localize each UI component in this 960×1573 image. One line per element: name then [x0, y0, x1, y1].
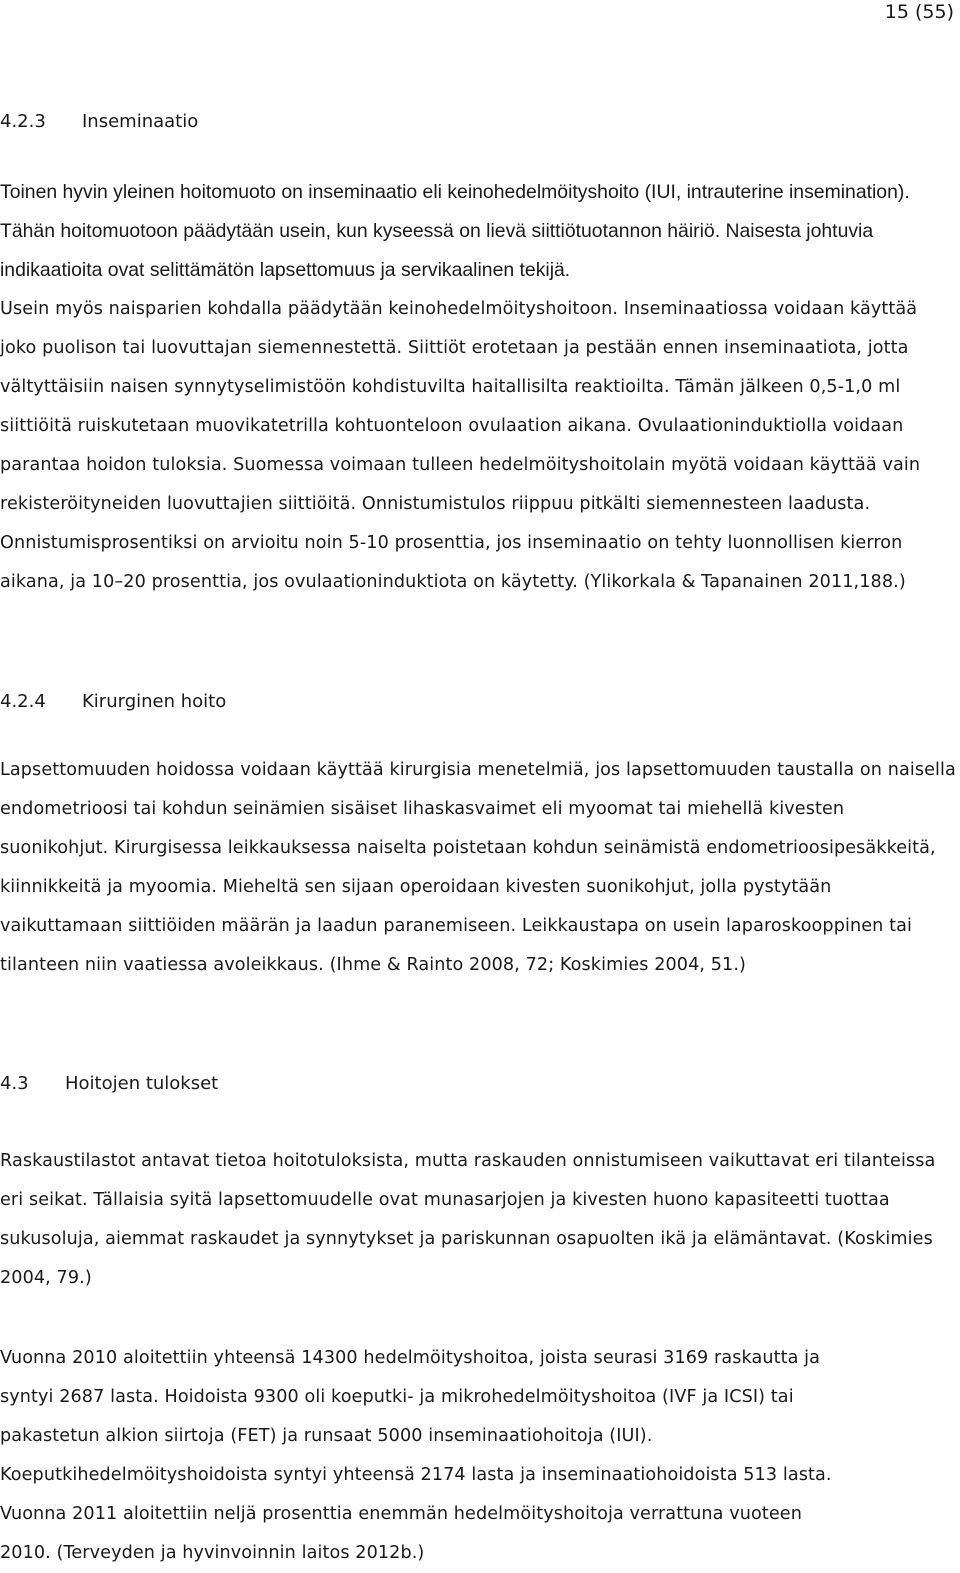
- section-title: Kirurginen hoito: [82, 691, 227, 712]
- section-number: 4.2.3: [0, 111, 46, 132]
- statistics-line: 2010. (Terveyden ja hyvinvoinnin laitos 2012b.): [0, 1543, 425, 1563]
- statistics-line: syntyi 2687 lasta. Hoidoista 9300 oli koeputki- ja mikrohedelmöityshoitoa (IVF ja ICSI) tai: [0, 1387, 794, 1407]
- section-heading-4-3: [0, 1072, 218, 1096]
- section-heading-4-2-3: [0, 110, 198, 134]
- section-number: 4.2.4: [0, 691, 46, 712]
- statistics-line: Vuonna 2010 aloitettiin yhteensä 14300 hedelmöityshoitoa, joista seurasi 3169 raskautta ja: [0, 1348, 821, 1368]
- section-heading-4-2-4: [0, 690, 226, 714]
- paragraph-inseminaatio-intro: Toinen hyvin yleinen hoitomuoto on inseminaatio eli keinohedelmöityshoito (IUI, intrauterine insemination). Tähän hoitomuotoon päädytään usein, kun kyseessä on lievä siittiötuotannon häiriö. Naisesta johtuvia indikaatioita ovat selittämätön lapsettomuus ja servikaalinen tekijä.: [0, 181, 910, 281]
- paragraph-inseminaatio-details: Usein myös naisparien kohdalla päädytään keinohedelmöityshoitoon. Inseminaatiossa voidaan käyttää joko puolison tai luovuttajan siemennestettä. Siittiöt erotetaan ja pestään ennen inseminaatiota, jotta vältyttäisiin naisen synnytyselimistöön kohdistuvilta haitallisilta reaktioilta. Tämän jälkeen 0,5-1,0 ml siittiöitä ruiskutetaan muovikatetrilla kohtuonteloon ovulaation aikana. Ovulaationinduktiolla voidaan parantaa hoidon tuloksia. Suomessa voimaan tulleen hedelmöityshoitolain myötä voidaan käyttää vain rekisteröityneiden luovuttajien siittiöitä. Onnistumistulos riippuu pitkälti siemennesteen laadusta. Onnistumisprosentiksi on arvioitu noin 5-10 prosenttia, jos inseminaatio on tehty luonnollisen kierron aikana, ja 10–20 prosenttia, jos ovulaationinduktiota on käytetty. (Ylikorkala & Tapanainen 2011,188.): [0, 299, 921, 592]
- statistics-line: Koeputkihedelmöityshoidoista syntyi yhteensä 2174 lasta ja inseminaatiohoidoista 513 lasta.: [0, 1465, 832, 1485]
- paragraph-statistics: [0, 1339, 958, 1573]
- paragraph-hoitojen-tulokset: Raskaustilastot antavat tietoa hoitotuloksista, mutta raskauden onnistumiseen vaikuttavat eri tilanteissa eri seikat. Tällaisia syitä lapsettomuudelle ovat munasarjojen ja kivesten huono kapasiteetti tuottaa sukusoluja, aiemmat raskaudet ja synnytykset ja pariskunnan osapuolten ikä ja elämäntavat. (Koskimies 2004, 79.): [0, 1151, 936, 1288]
- statistics-line: Vuonna 2011 aloitettiin neljä prosenttia enemmän hedelmöityshoitoja verrattuna vuoteen: [0, 1504, 802, 1524]
- section-title: Inseminaatio: [82, 111, 199, 132]
- paragraph-kirurginen-hoito: Lapsettomuuden hoidossa voidaan käyttää kirurgisia menetelmiä, jos lapsettomuuden taustalla on naisella endometrioosi tai kohdun seinämien sisäiset lihaskasvaimet eli myoomat tai miehellä kivesten suonikohjut. Kirurgisessa leikkauksessa naiselta poistetaan kohdun seinämistä endometrioosipesäkkeitä, kiinnikkeitä ja myoomia. Mieheltä sen sijaan operoidaan kivesten suonikohjut, jolla pystytään vaikuttamaan siittiöiden määrän ja laadun paranemiseen. Leikkaustapa on usein laparoskooppinen tai tilanteen niin vaatiessa avoleikkaus. (Ihme & Rainto 2008, 72; Koskimies 2004, 51.): [0, 760, 956, 975]
- section-number: 4.3: [0, 1073, 29, 1094]
- statistics-line: pakastetun alkion siirtoja (FET) ja runsaat 5000 inseminaatiohoitoja (IUI).: [0, 1426, 653, 1446]
- section-title: Hoitojen tulokset: [65, 1073, 219, 1094]
- page-number: 15 (55): [884, 1, 954, 23]
